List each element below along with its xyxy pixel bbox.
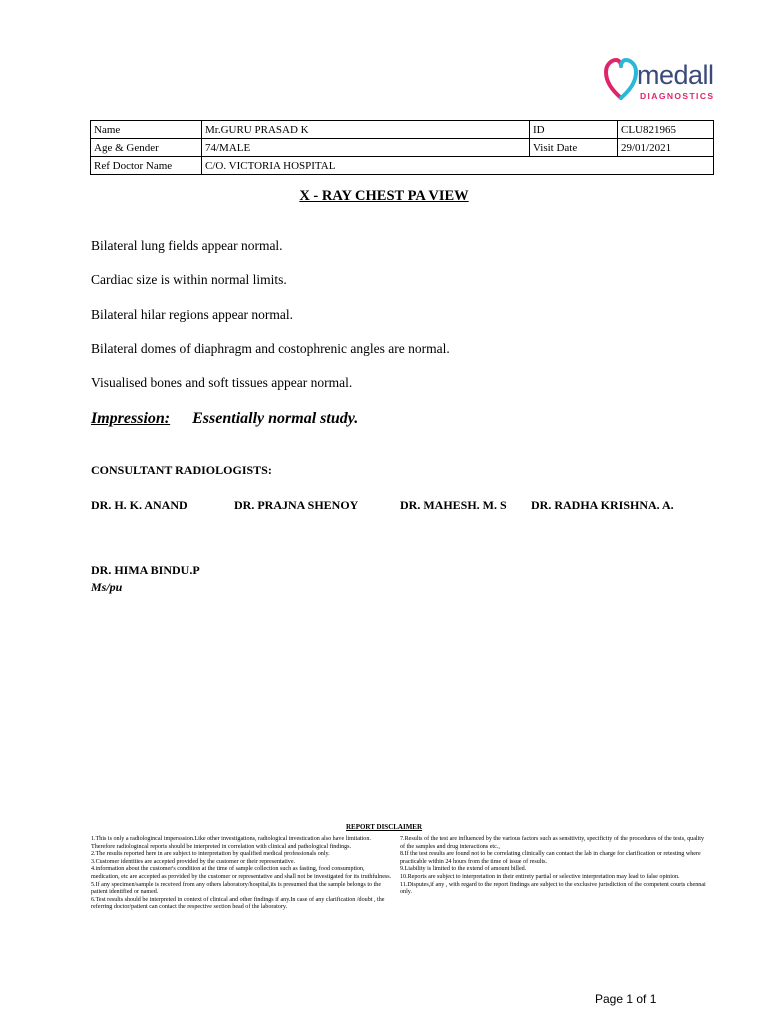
logo-brand-text: medall [637, 60, 714, 90]
visit-date-value: 29/01/2021 [618, 139, 714, 157]
disclaimer-title: REPORT DISCLAIMER [345, 823, 423, 831]
doctor-name: DR. RADHA KRISHNA. A. [531, 498, 674, 512]
age-value: 74/MALE [202, 139, 530, 157]
typist-initials: Ms/pu [91, 580, 123, 594]
finding-hilar: Bilateral hilar regions appear normal. [91, 307, 294, 322]
disclaimer-item: 8.If the test results are found not to be correlating clinically can contact the lab in charge for clarification or retesting where practicable within 24 hours from the time of issue of results. [400, 851, 701, 865]
report-title: X - RAY CHEST PA VIEW [299, 188, 469, 204]
finding-bones: Visualised bones and soft tissues appear normal. [91, 375, 353, 390]
id-value: CLU821965 [618, 121, 714, 139]
disclaimer-item: 4.information about the customer's condition at the time of sample collection such as fasting, food consumption, medication, etc are accepted as provided by the customer or representative and shall not be investigated for its truthfulness. [91, 866, 392, 880]
ref-doctor-label: Ref Doctor Name [91, 157, 202, 175]
age-label: Age & Gender [91, 139, 202, 157]
table-row [91, 157, 714, 175]
name-label: Name [91, 121, 202, 139]
visit-date-label: Visit Date [530, 139, 618, 157]
page-number: Page 1 of 1 [595, 992, 657, 1006]
disclaimer-item: 11.Disputes,if any , with regard to the report findings are subject to the exclusive jurisdiction of the competent courts chennai only. [400, 881, 706, 896]
patient-info-table [90, 120, 714, 175]
name-value: Mr.GURU PRASAD K [202, 121, 530, 139]
disclaimer-right-column [400, 836, 710, 897]
disclaimer-item: 6.Test results should be interpreted in context of clinical and other findings if any.In case of any clarification /doubt , the referring doctor/patient can contact the respective section head of the laboratory. [91, 896, 385, 911]
doctor-name: DR. H. K. ANAND [91, 498, 188, 512]
disclaimer-item: 3.Customer identities are accepted provided by the customer or their representative. [91, 858, 296, 865]
doctor-name: DR. PRAJNA SHENOY [234, 498, 359, 512]
consultants-heading: CONSULTANT RADIOLOGISTS: [91, 463, 272, 477]
disclaimer-left-column [91, 836, 394, 912]
impression-label: Impression: [91, 410, 171, 427]
table-row [91, 139, 714, 157]
finding-lungs: Bilateral lung fields appear normal. [91, 238, 283, 253]
doctor-name: DR. HIMA BINDU.P [91, 563, 200, 577]
doctor-name: DR. MAHESH. M. S [400, 498, 507, 512]
id-label: ID [530, 121, 618, 139]
disclaimer-item: 5.If any specimen/sample is received from any others laboratory/hospital,its is presumed that the sample belongs to the patient identified or named. [91, 881, 382, 896]
disclaimer-item: 1.This is only a radiologincal impersssion.Like other investigations, radiological investication also have limitation. Therefore radiologincal reports should be interpreted in correlation with clinical and pathological findings. [91, 836, 371, 850]
impression-value: Essentially normal study. [192, 410, 359, 427]
medall-logo [604, 58, 714, 104]
disclaimer-item: 9.Liability is limited to the extend of amount billed. [400, 866, 527, 873]
medall-heart-icon [604, 58, 638, 100]
table-row [91, 121, 714, 139]
logo-subtitle: DIAGNOSTICS [640, 91, 715, 101]
finding-cardiac: Cardiac size is within normal limits. [91, 272, 287, 287]
disclaimer-item: 7.Results of the test are influenced by the various factors such as sensitivity, specificity of the procedures of the tests, quality of the samples and drug interactions etc., [400, 836, 705, 850]
impression [91, 410, 358, 428]
disclaimer-item: 2.The results reported here in are subject to interpretation by qualified medical professionals only. [91, 851, 330, 858]
disclaimer-item: 10.Reports are subject to interpretation in their entirety partial or selective interpretation may lead to false opinion. [400, 873, 680, 880]
finding-diaphragm: Bilateral domes of diaphragm and costophrenic angles are normal. [91, 341, 450, 356]
ref-doctor-value: C/O. VICTORIA HOSPITAL [202, 157, 714, 175]
